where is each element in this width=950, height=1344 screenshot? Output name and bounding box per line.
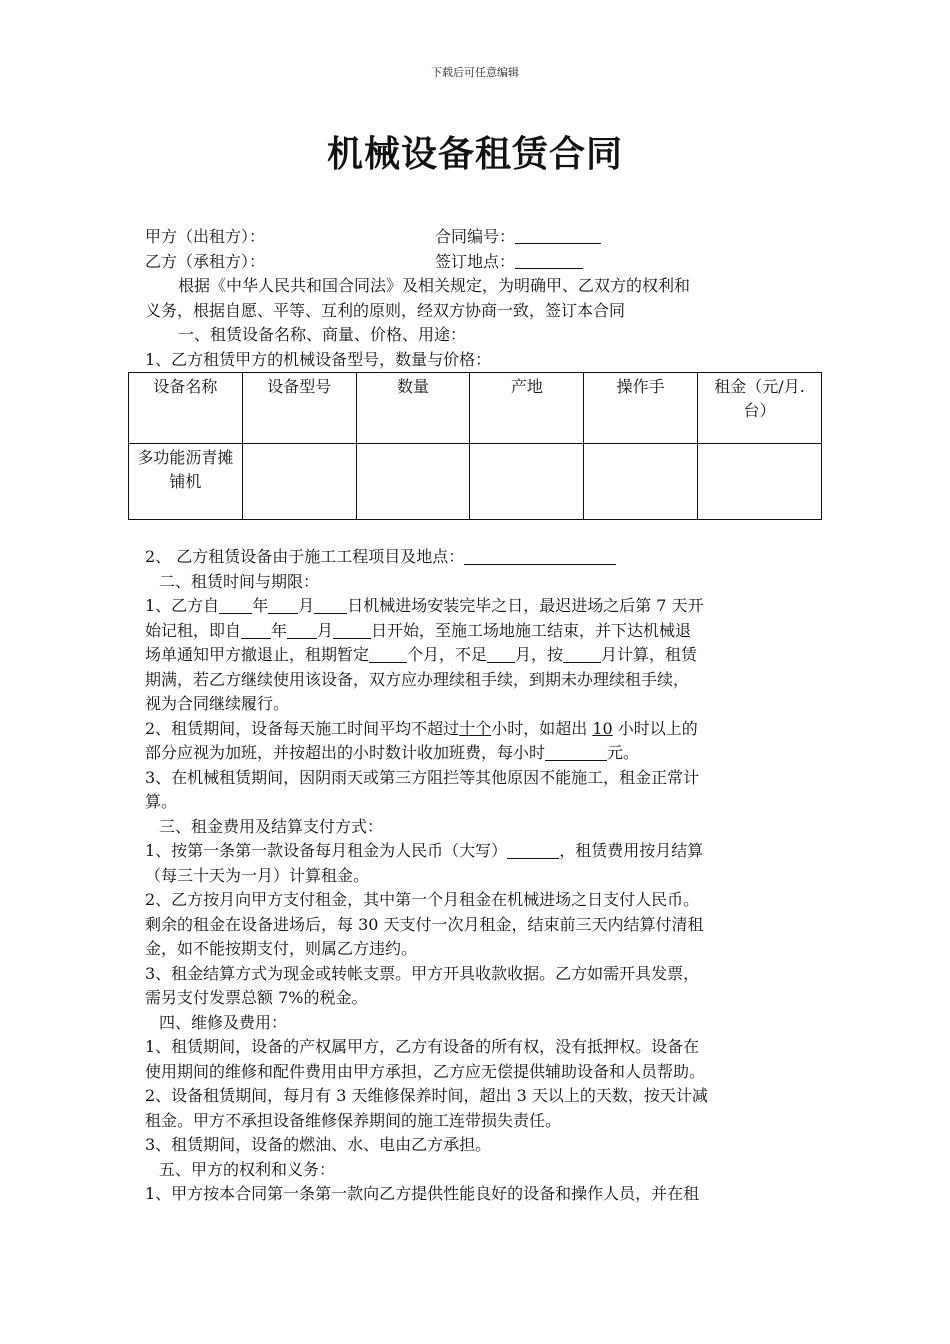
section-2-item-1	[145, 594, 810, 717]
blank-month	[287, 620, 317, 639]
party-a-label: 甲方（出租方）：	[145, 227, 266, 246]
text: 月计算，租赁	[601, 645, 698, 664]
project-location-blank	[464, 546, 616, 565]
sign-place-label: 签订地点：	[435, 251, 516, 271]
intro-line-1: 根据《中华人民共和国合同法》及相关规定，为明确甲、乙双方的权利和	[178, 276, 691, 295]
text: 年	[271, 620, 288, 640]
equipment-table	[128, 372, 822, 520]
contract-no-label: 合同编号：	[435, 227, 516, 246]
text: 3、在机械租赁期间，因阴雨天或第三方阻拦等其他原因不能施工，租金正常计	[145, 767, 700, 787]
underlined-value: 十个	[459, 718, 492, 738]
text: 剩余的租金在设备进场后，每 30 天支付一次月租金，结束前三天内结算付清租	[145, 914, 704, 934]
intro-line-2: 义务，根据自愿、平等、互利的原则，经双方协商一致，签订本合同	[145, 300, 626, 320]
section-3-item-2	[145, 888, 810, 962]
text: 视为合同继续履行。	[145, 694, 290, 713]
text: 期满，若乙方继续使用该设备，双方应办理续租手续，到期未办理续租手续，	[145, 669, 690, 689]
section-1-item-2-text: 2、 乙方租赁设备由于施工工程项目及地点：	[145, 547, 465, 566]
contract-no-blank	[515, 225, 601, 244]
text: 1、按第一条第一款设备每月租金为人民币（大写）	[145, 841, 508, 860]
text: 1、乙方自	[145, 596, 220, 615]
text: 个月，不足	[407, 645, 488, 664]
text: 金，如不能按期支付，则属乙方违约。	[145, 939, 418, 958]
text: 部分应视为加班，并按超出的小时数计收加班费，每小时	[145, 743, 546, 762]
text: 2、设备租赁期间，每月有 3 天维修保养时间，超出 3 天以上的天数，按天计减	[145, 1086, 708, 1105]
table-cell	[242, 444, 356, 520]
header-cell: 设备型号	[242, 373, 356, 444]
section-4-item-1	[145, 1035, 810, 1084]
text: （每三十天为一月）计算租金。	[145, 865, 370, 885]
text: 日开始，至施工场地施工结束，并下达机械退	[371, 620, 692, 640]
text: 场单通知甲方撤退止，租期暂定	[145, 645, 370, 664]
section-1-item-1: 1、乙方租赁甲方的机械设备型号，数量与价格：	[145, 349, 492, 369]
header-cell: 数量	[356, 373, 470, 444]
underlined-value: 10	[592, 718, 613, 738]
section-1-title: 一、租赁设备名称、商量、价格、用途：	[178, 325, 467, 344]
blank-month	[563, 644, 601, 663]
section-1-item-2	[145, 545, 810, 570]
table-cell	[356, 444, 470, 520]
blank-day	[314, 595, 347, 614]
header-cell: 设备名称	[129, 373, 243, 444]
party-a-row	[145, 225, 810, 250]
table-cell: 多功能沥青摊铺机	[129, 444, 243, 520]
rent-amount-blank	[507, 840, 559, 859]
party-b-row	[145, 250, 810, 275]
section-2-item-2	[145, 717, 810, 766]
blank-month	[268, 595, 298, 614]
party-b-label: 乙方（承租方）：	[145, 251, 266, 271]
text: 2、乙方按月向甲方支付租金，其中第一个月租金在机械进场之日支付人民币。	[145, 890, 700, 909]
table-cell	[470, 444, 584, 520]
section-5-item-1: 1、甲方按本合同第一条第一款向乙方提供性能良好的设备和操作人员，并在租	[145, 1184, 700, 1203]
section-5-title: 五、甲方的权利和义务：	[159, 1159, 336, 1179]
header-cell: 操作手	[584, 373, 698, 444]
header-cell: 产地	[470, 373, 584, 444]
section-3-item-3	[145, 962, 810, 1011]
section-4-title: 四、维修及费用：	[159, 1012, 288, 1032]
text: ，租赁费用按月结算	[559, 841, 704, 860]
text: 2、租赁期间，设备每天施工时间平均不超过	[145, 718, 460, 738]
text: 算。	[145, 792, 178, 811]
header-note: 下载后可任意编辑	[431, 66, 519, 79]
text: 使用期间的维修和配件费用由甲方承担，乙方应无偿提供辅助设备和人员帮助。	[145, 1061, 706, 1081]
text: 日机械进场安装完毕之日，最迟进场之后第 7 天开	[347, 596, 704, 615]
table-header-row	[129, 373, 822, 444]
header-cell: 租金（元/月.台）	[698, 373, 822, 444]
text: 1、租赁期间，设备的产权属甲方，乙方有设备的所有权，没有抵押权。设备在	[145, 1037, 700, 1056]
text: 租金。甲方不承担设备维修保养期间的施工连带损失责任。	[145, 1110, 562, 1130]
text: 年	[252, 596, 269, 615]
blank-months	[369, 644, 407, 663]
text: 小时以上的	[617, 718, 698, 738]
section-4-item-3: 3、租赁期间，设备的燃油、水、电由乙方承担。	[145, 1135, 492, 1154]
text: 元。	[607, 743, 640, 762]
section-4-item-2	[145, 1084, 810, 1133]
text: 月	[317, 620, 334, 640]
table-cell	[584, 444, 698, 520]
text: 3、租金结算方式为现金或转帐支票。甲方开具收款收据。乙方如需开具发票，	[145, 963, 700, 983]
table-cell	[698, 444, 822, 520]
document-title: 机械设备租赁合同	[326, 134, 623, 175]
text: 月	[298, 596, 315, 615]
blank-year	[241, 620, 271, 639]
overtime-fee-blank	[545, 742, 607, 761]
blank-year	[219, 595, 252, 614]
blank-day	[333, 620, 371, 639]
blank-month	[487, 644, 515, 663]
text: 月，按	[515, 645, 564, 664]
section-3-title: 三、租金费用及结算支付方式：	[159, 816, 384, 836]
table-row	[129, 444, 822, 520]
text: 始记租，即自	[145, 620, 242, 640]
text: 小时，如超出	[491, 718, 588, 738]
section-3-item-1	[145, 839, 810, 888]
section-2-title: 二、租赁时间与期限：	[159, 571, 320, 591]
sign-place-blank	[515, 250, 583, 269]
text: 需另支付发票总额 7%的税金。	[145, 988, 368, 1007]
section-2-item-3	[145, 766, 810, 815]
